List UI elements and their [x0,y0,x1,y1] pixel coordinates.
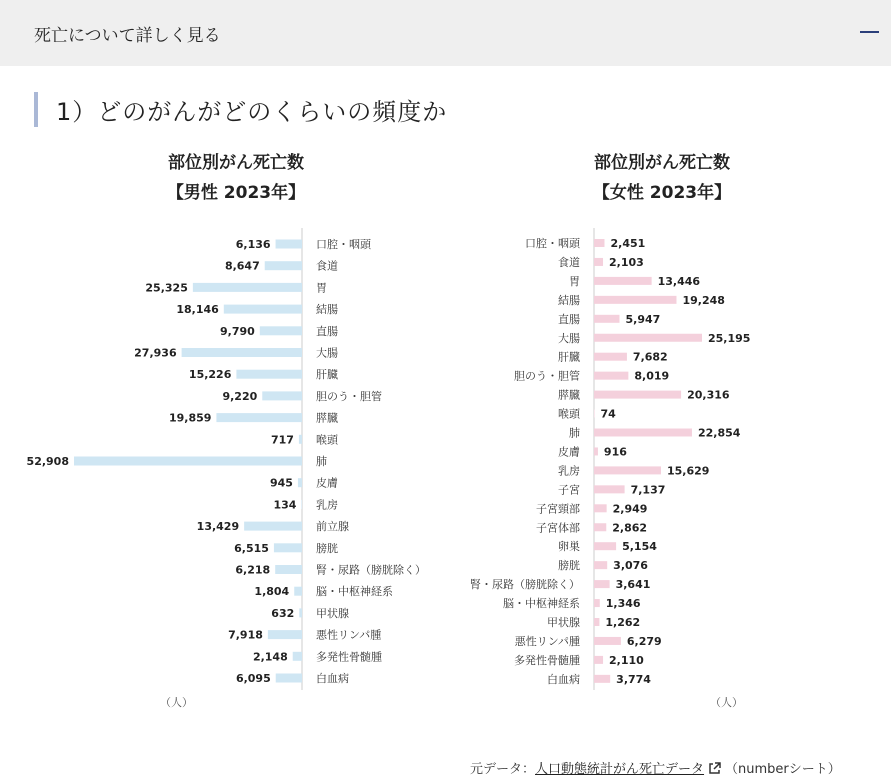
male-bar [274,543,302,552]
female-category-label: 胆のう・胆管 [514,369,580,383]
source-suffix: （numberシート） [725,762,841,777]
male-category-label: 結腸 [316,303,338,317]
female-value-label: 2,110 [609,653,644,667]
female-category-label: 肺 [569,426,580,440]
female-value-label: 2,949 [612,502,648,516]
female-value-label: 3,076 [613,559,648,573]
female-bar [594,485,625,493]
male-bar [268,630,302,639]
female-bar [594,372,628,380]
male-bar [193,283,302,292]
male-bar [236,370,302,379]
female-bar-chart [450,228,891,698]
female-bar [594,599,600,607]
male-value-label: 52,908 [26,455,69,468]
male-chart-title-main: 部位別がん死亡数 [168,153,304,173]
male-bar [244,522,302,531]
female-value-label: 3,774 [616,672,651,686]
female-category-label: 子宮頸部 [536,502,580,516]
male-bar [298,478,302,487]
male-category-label: 悪性リンパ腫 [316,628,382,642]
male-category-label: 膀胱 [316,541,338,555]
male-bar [224,305,302,314]
female-value-label: 19,248 [682,293,725,307]
female-category-label: 大腸 [558,331,580,345]
external-link-icon[interactable] [708,762,721,779]
male-bar [182,348,302,357]
male-value-label: 27,936 [134,346,177,360]
male-bar [294,587,302,596]
female-bar [594,447,598,455]
male-bar [276,674,302,683]
male-category-label: 直腸 [316,324,338,338]
female-category-label: 多発性骨髄腫 [514,653,580,667]
male-bar [74,457,302,466]
female-category-label: 口腔・咽頭 [525,237,580,250]
female-value-label: 7,137 [630,483,666,497]
female-value-label: 74 [600,407,616,421]
female-bar [594,504,607,512]
male-category-label: 胆のう・胆管 [316,389,382,403]
male-bar [299,608,302,617]
female-bar [594,466,661,474]
section-title: 1）どのがんがどのくらいの頻度か [56,98,448,126]
male-chart-title [136,148,336,208]
female-value-label: 20,316 [687,388,730,402]
female-bar [594,542,616,550]
male-category-label: 多発性骨髄腫 [316,650,382,664]
female-bar [594,334,702,342]
female-bar [594,410,595,418]
female-bar [594,315,619,323]
female-category-label: 甲状腺 [547,616,580,629]
female-category-label: 脳・中枢神経系 [503,597,580,611]
male-value-label: 18,146 [176,303,219,317]
female-category-label: 卵巣 [558,540,580,554]
female-value-label: 13,446 [657,274,701,288]
male-bar [216,413,302,422]
female-category-label: 胃 [569,274,580,288]
female-category-label: 悪性リンパ腫 [514,634,580,648]
female-value-label: 7,682 [632,350,668,364]
male-bar [265,261,302,270]
female-value-label: 2,103 [609,255,644,269]
male-category-label: 大腸 [316,346,338,360]
male-bar [299,435,302,444]
male-bar [275,565,302,574]
female-category-label: 喉頭 [558,407,580,421]
male-category-label: 甲状腺 [316,606,349,620]
male-category-label: 肺 [316,455,327,468]
female-bar [594,523,606,531]
female-value-label: 22,854 [697,426,741,440]
female-bar [594,258,603,266]
male-value-label: 6,218 [235,563,271,577]
male-category-label: 腎・尿路（膀胱除く） [316,563,426,577]
female-value-label: 916 [603,445,627,459]
male-bar-chart [0,228,450,698]
male-category-label: 脳・中枢神経系 [316,585,393,599]
source-link[interactable]: 人口動態統計がん死亡データ [535,762,705,777]
female-bar [594,675,610,683]
section-accent-bar [34,92,38,127]
male-bar [276,240,302,249]
female-bar [594,296,677,304]
female-category-label: 膀胱 [558,559,580,573]
male-value-label: 717 [270,433,294,447]
male-value-label: 1,804 [254,585,290,599]
female-value-label: 2,451 [610,237,646,250]
male-value-label: 9,790 [220,324,255,338]
accordion-header[interactable] [0,0,891,66]
female-bar [594,656,603,664]
female-bar [594,618,599,626]
female-category-label: 肝臓 [558,350,580,364]
male-value-label: 6,515 [234,541,269,555]
female-bar [594,429,692,437]
female-category-label: 乳房 [558,464,580,478]
female-value-label: 15,629 [666,464,710,478]
female-value-label: 25,195 [708,331,751,345]
female-category-label: 直腸 [558,312,580,326]
female-category-label: 膵臓 [558,388,580,402]
male-category-label: 乳房 [316,498,338,512]
female-bar [594,277,652,285]
female-category-label: 子宮体部 [536,521,580,535]
female-chart-title-main: 部位別がん死亡数 [594,153,730,173]
male-category-label: 食道 [316,259,338,273]
female-value-label: 8,019 [634,369,670,383]
accordion-title: 死亡について詳しく見る [34,26,221,46]
male-value-label: 2,148 [252,650,288,664]
female-category-label: 白血病 [547,672,580,686]
female-value-label: 1,346 [605,597,641,611]
male-value-label: 6,136 [235,238,271,251]
male-value-label: 632 [271,606,295,620]
male-category-label: 皮膚 [316,476,338,490]
male-category-label: 肝臓 [316,368,338,382]
female-bar [594,239,605,247]
source-prefix: 元データ： [470,762,536,777]
female-category-label: 皮膚 [558,445,580,459]
female-value-label: 2,862 [612,521,648,535]
female-bar [594,353,627,361]
male-value-label: 15,226 [188,368,232,382]
female-bar [594,391,681,399]
female-value-label: 3,641 [615,578,651,592]
male-category-label: 口腔・咽頭 [316,238,371,251]
female-bar [594,580,610,588]
male-bar [293,652,302,661]
female-category-label: 結腸 [558,293,580,307]
female-value-label: 1,262 [605,616,641,629]
female-category-label: 腎・尿路（膀胱除く） [470,578,580,592]
male-value-label: 6,095 [235,672,271,685]
female-chart-title [562,148,762,208]
female-bar [594,637,621,645]
male-category-label: 胃 [316,281,327,295]
female-chart-subtitle: 【女性 2023年】 [592,183,732,203]
female-unit-label: （人） [710,696,743,709]
female-bar [594,561,607,569]
male-value-label: 134 [273,498,297,512]
male-category-label: 前立腺 [316,520,349,534]
male-value-label: 13,429 [196,520,240,534]
female-category-label: 子宮 [558,483,580,497]
male-category-label: 白血病 [316,672,349,685]
male-value-label: 19,859 [168,411,212,425]
male-value-label: 8,647 [224,259,260,273]
female-value-label: 5,947 [625,312,661,326]
male-bar [262,391,302,400]
female-value-label: 6,279 [626,634,662,648]
source-note [470,758,841,779]
male-category-label: 喉頭 [316,433,338,447]
male-value-label: 7,918 [228,628,263,642]
male-bar [260,326,302,335]
male-value-label: 9,220 [222,389,258,403]
female-value-label: 5,154 [622,540,657,554]
male-chart-subtitle: 【男性 2023年】 [166,183,306,203]
male-category-label: 膵臓 [316,411,338,425]
male-value-label: 25,325 [145,281,188,295]
male-value-label: 945 [269,476,293,490]
male-bar [301,500,302,509]
female-category-label: 食道 [558,255,580,269]
collapse-icon[interactable] [860,31,879,33]
male-unit-label: （人） [160,696,193,709]
